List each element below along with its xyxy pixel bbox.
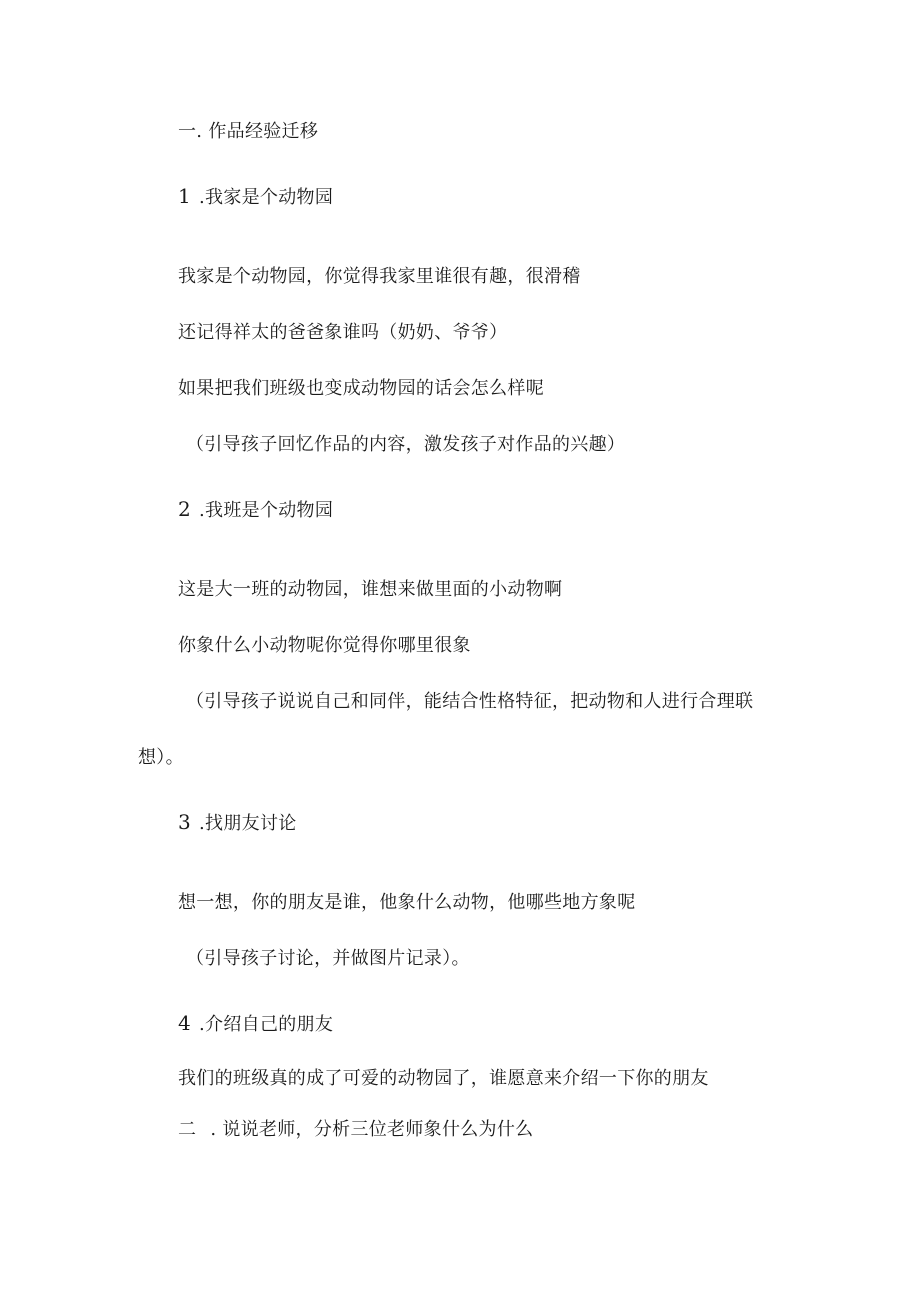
item1-number: 1 xyxy=(178,184,192,208)
item2-line2: 你象什么小动物呢你觉得你哪里很象 xyxy=(178,635,471,656)
item2-heading xyxy=(178,497,333,523)
item1-title: .我家是个动物园 xyxy=(199,187,334,208)
item2-line1: 这是大一班的动物园，谁想来做里面的小动物啊 xyxy=(178,579,563,600)
item4-line1: 我们的班级真的成了可爱的动物园了，谁愿意来介绍一下你的朋友 xyxy=(178,1068,709,1089)
item3-heading xyxy=(178,810,297,836)
item2-number: 2 xyxy=(178,497,192,521)
item2-line3: （引导孩子说说自己和同伴，能结合性格特征，把动物和人进行合理联 xyxy=(186,691,754,712)
item2-line4: 想）。 xyxy=(138,747,184,768)
item3-title: .找朋友讨论 xyxy=(199,813,297,834)
item1-line1: 我家是个动物园，你觉得我家里谁很有趣，很滑稽 xyxy=(178,266,581,287)
item4-number: 4 xyxy=(178,1011,192,1035)
item3-line1: 想一想，你的朋友是谁，他象什么动物，他哪些地方象呢 xyxy=(178,892,636,913)
item1-line3: 如果把我们班级也变成动物园的话会怎么样呢 xyxy=(178,378,544,399)
item4-heading xyxy=(178,1011,333,1037)
item3-line2: （引导孩子讨论，并做图片记录）。 xyxy=(186,948,470,969)
item4-title: .介绍自己的朋友 xyxy=(199,1014,334,1035)
section2-number: 二 xyxy=(178,1119,197,1140)
section2-title: . 说说老师，分析三位老师象什么为什么 xyxy=(210,1119,534,1140)
item3-number: 3 xyxy=(178,810,192,834)
section2-heading xyxy=(178,1118,533,1142)
item1-line4: （引导孩子回忆作品的内容，激发孩子对作品的兴趣） xyxy=(186,434,626,455)
item1-heading xyxy=(178,184,333,210)
section1-heading: 一. 作品经验迁移 xyxy=(178,121,319,142)
item1-line2: 还记得祥太的爸爸象谁吗（奶奶、爷爷） xyxy=(178,322,508,343)
item2-title: .我班是个动物园 xyxy=(199,500,334,521)
